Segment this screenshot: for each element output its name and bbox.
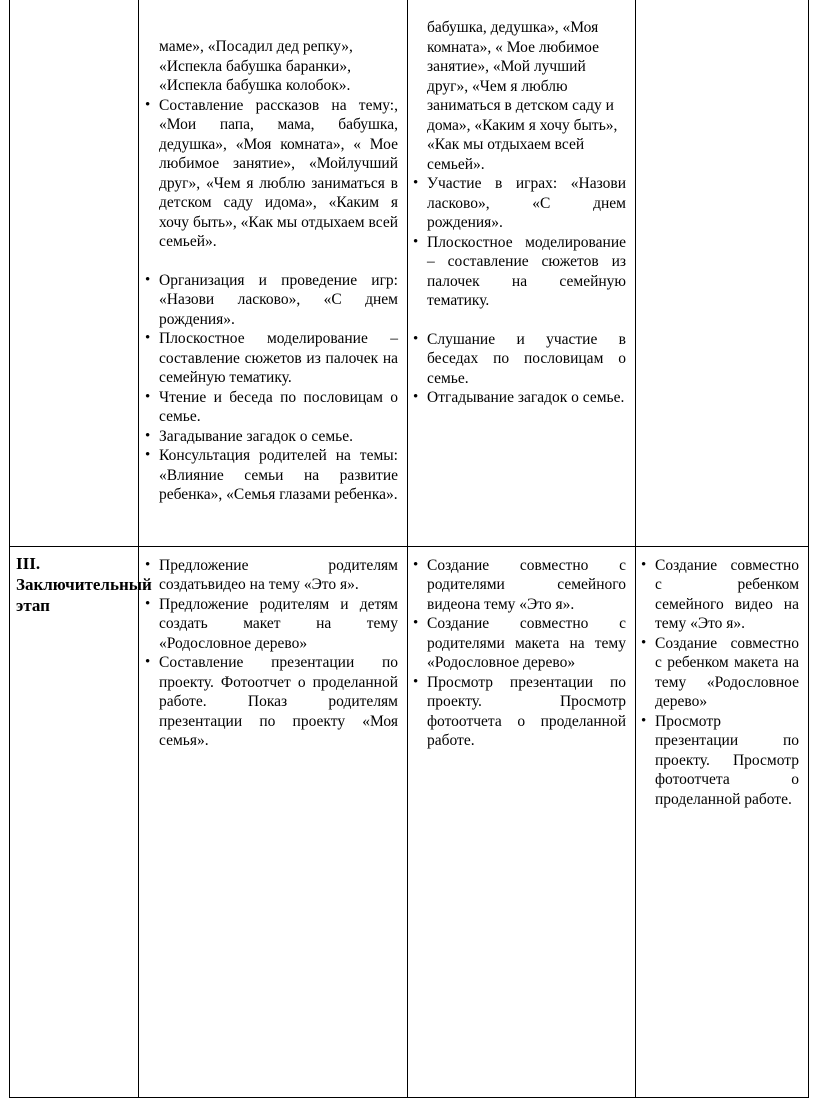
list-item: • Консультация родителей на темы: «Влияние семьи на развитие ребенка», «Семья глазами ребенка». <box>159 446 398 505</box>
project-plan-table <box>9 0 809 1098</box>
list-item: • Чтение и беседа по пословицам о семье. <box>159 388 398 427</box>
activity-list <box>427 174 626 408</box>
stage-cell <box>10 546 152 1097</box>
table-row <box>10 0 809 546</box>
list-item: • Предложение родителям создатьвидео на тему «Это я». <box>159 556 398 595</box>
list-item: • Плоскостное моделирование – составление сюжетов из палочек на семейную тематику. <box>159 329 398 388</box>
parents-activities-cell <box>636 546 809 1097</box>
continuation-text: маме», «Посадил дед репку», «Испекла бабушка баранки», «Испекла бабушка колобок». <box>159 38 353 94</box>
list-item: • Участие в играх: «Назови ласково», «С днем рождения». <box>427 174 626 233</box>
activity-list <box>159 96 398 505</box>
stage-title: III. Заключительный этап <box>16 553 152 615</box>
children-activities-cell <box>408 546 636 1097</box>
activity-list <box>427 556 626 751</box>
list-item: • Составление презентации по проекту. Фотоотчет о проделанной работе. Показ родителям презентации по проекту «Моя семья». <box>159 653 398 751</box>
list-item: • Просмотр презентации по проекту. Просмотр фотоотчета о проделанной работе. <box>655 712 799 810</box>
table-row <box>10 546 809 1097</box>
list-item: • Создание совместно с ребенком семейного видео на тему «Это я». <box>655 556 799 634</box>
list-item: • Предложение родителям и детям создать макет на тему «Родословное дерево» <box>159 595 398 654</box>
list-item: • Просмотр презентации по проекту. Просмотр фотоотчета о проделанной работе. <box>427 673 626 751</box>
list-item: • Составление рассказов на тему:, «Мои папа, мама, бабушка, дедушка», «Моя комната», « Мое любимое занятие», «Мойлучший друг», «Чем я люблю заниматься в детском саду идома», «Каким я хочу быть», «Как мы отдыхаем всей семьей». <box>159 96 398 252</box>
children-activities-cell <box>408 0 636 546</box>
list-item: • Плоскостное моделирование – составление сюжетов из палочек на семейную тематику. <box>427 233 626 311</box>
parents-activities-cell <box>636 0 809 546</box>
list-item: • Загадывание загадок о семье. <box>159 427 398 447</box>
list-item: • Отгадывание загадок о семье. <box>427 388 626 408</box>
list-item: • Создание совместно с ребенком макета на тему «Родословное дерево» <box>655 634 799 712</box>
teacher-activities-cell <box>139 0 408 546</box>
list-item: • Организация и проведение игр: «Назови ласково», «С днем рождения». <box>159 271 398 330</box>
continuation-text: бабушка, дедушка», «Моя комната», « Мое любимое занятие», «Мой лучший друг», «Чем я люблю заниматься в детском саду и дома», «Каким я хочу быть», «Как мы отдыхаем всей семьей». <box>427 19 618 173</box>
list-item: • Создание совместно с родителями семейного видеона тему «Это я». <box>427 556 626 615</box>
teacher-activities-cell <box>139 546 408 1097</box>
list-item: • Создание совместно с родителями макета на тему «Родословное дерево» <box>427 614 626 673</box>
list-item: • Слушание и участие в беседах по пословицам о семье. <box>427 330 626 389</box>
stage-cell <box>10 0 139 546</box>
activity-list <box>655 556 799 810</box>
activity-list <box>159 556 398 751</box>
